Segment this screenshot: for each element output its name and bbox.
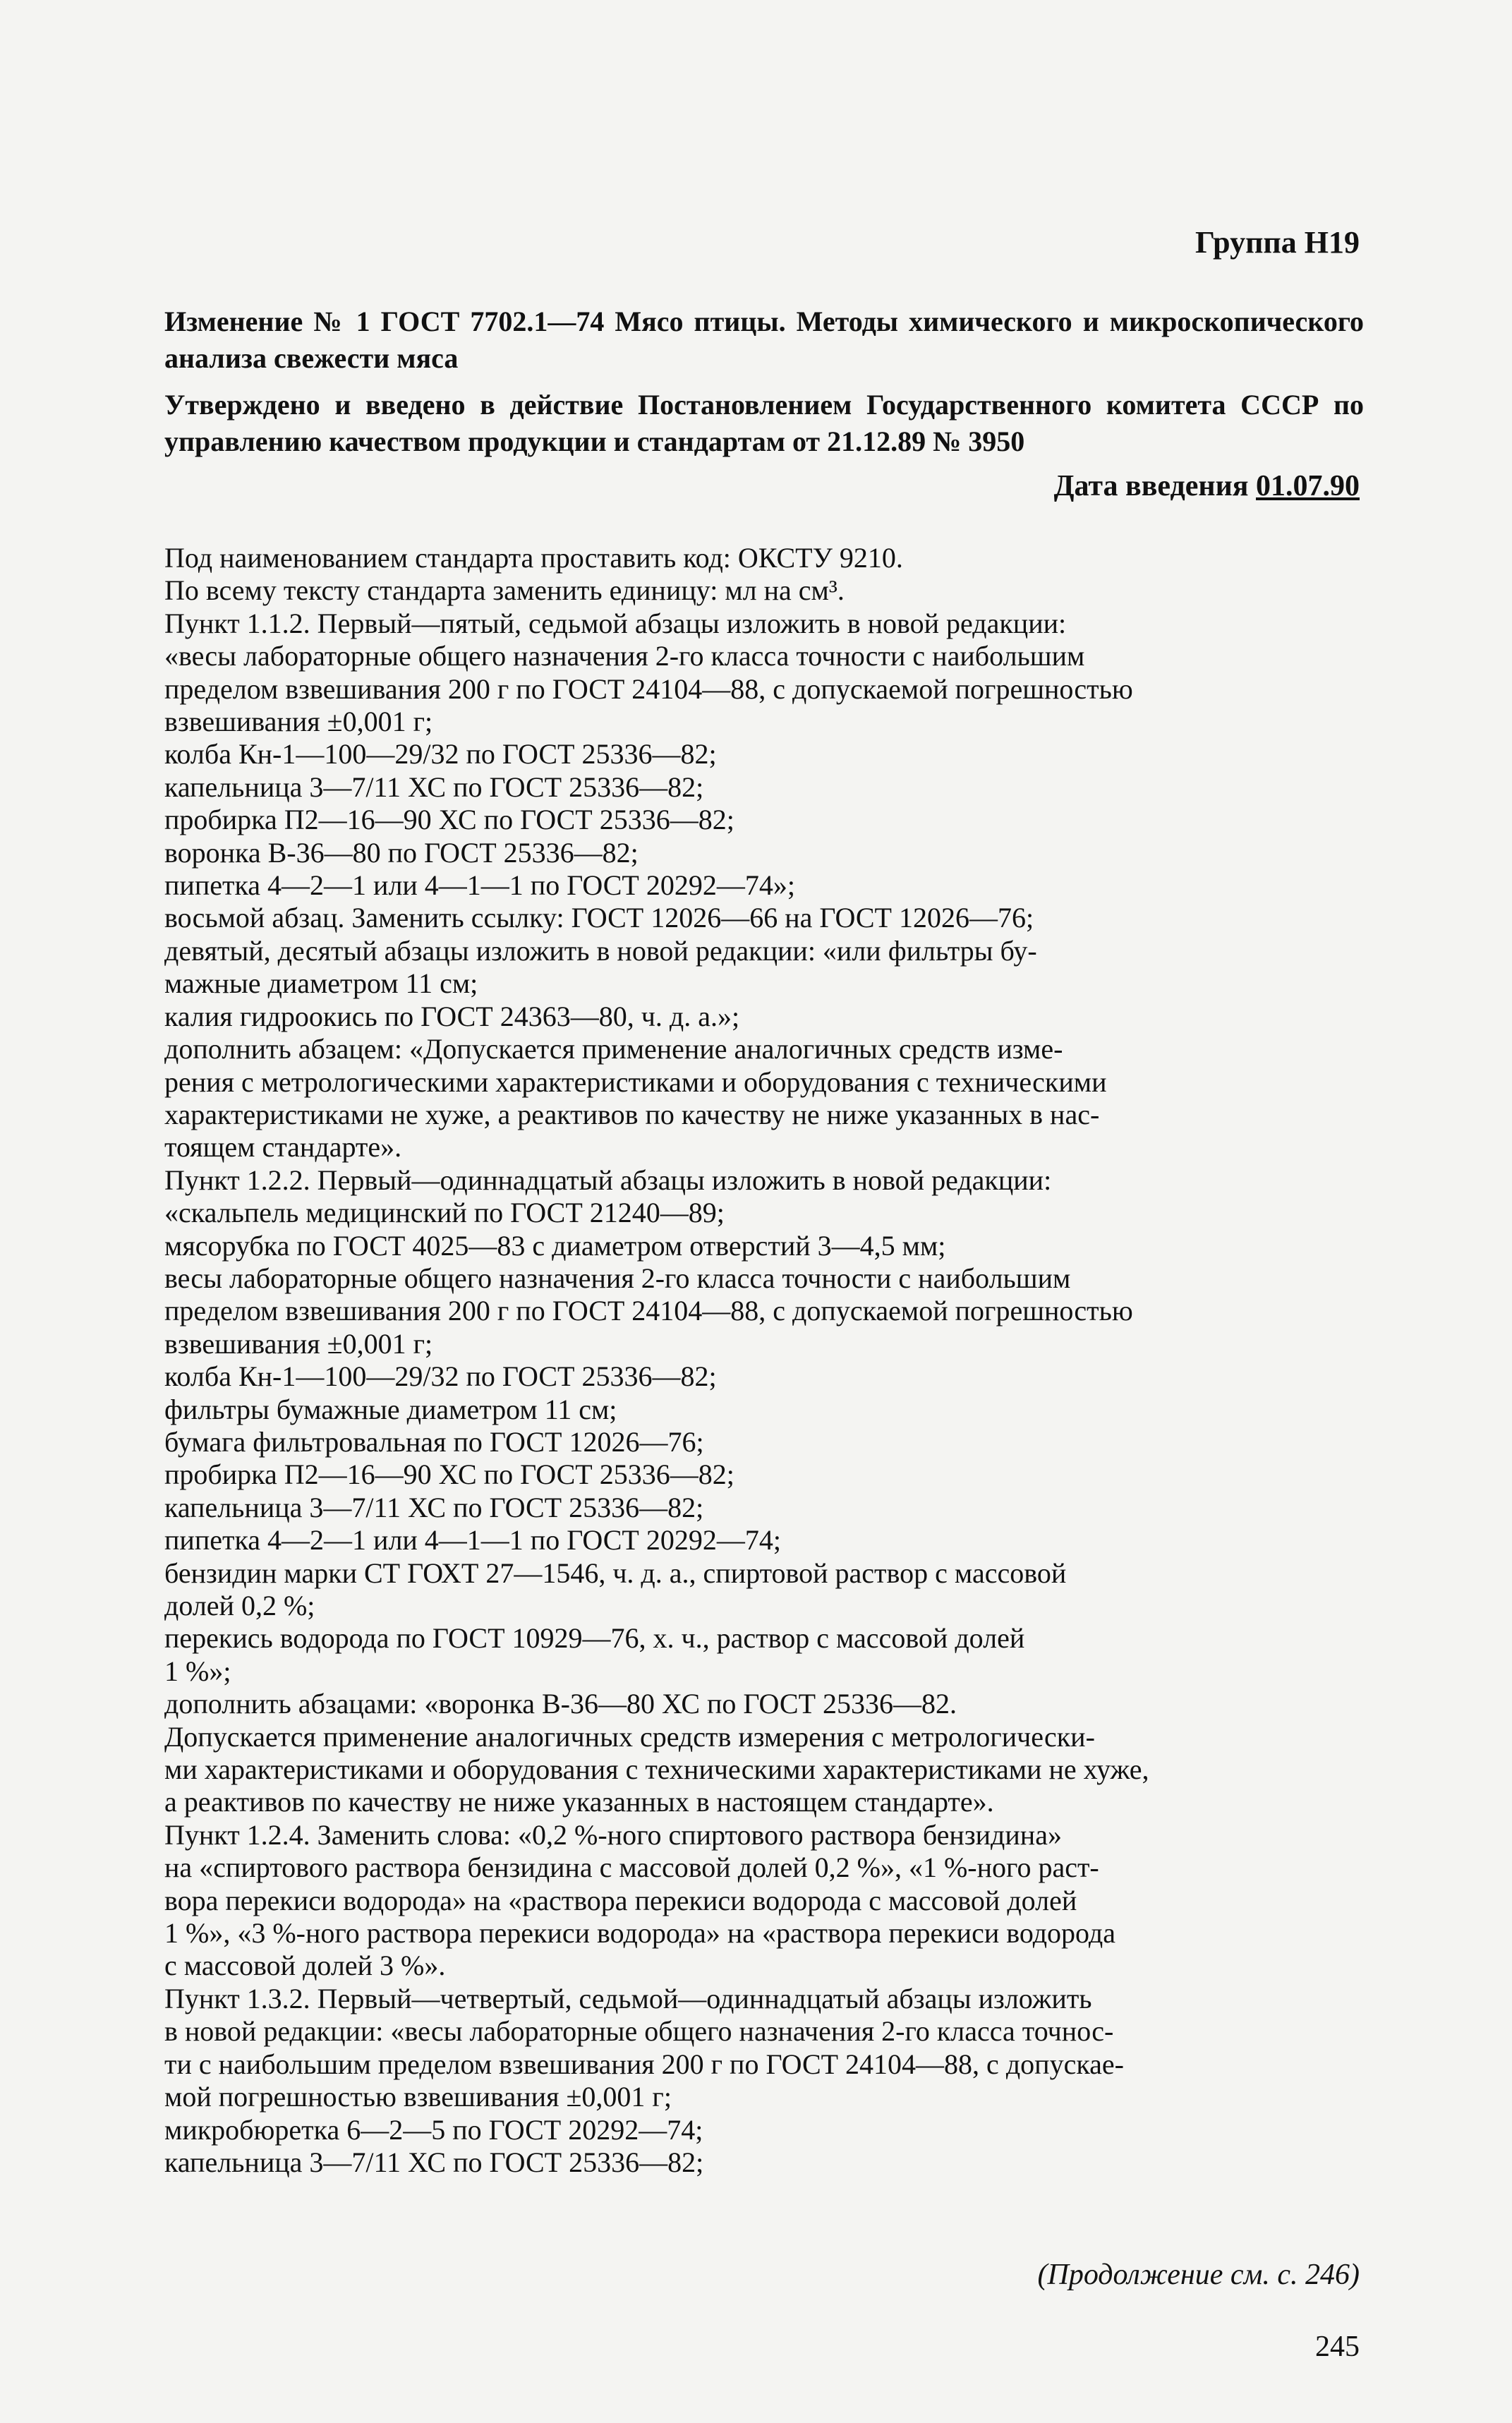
text-line: с массовой долей 3 %». <box>164 1950 446 1982</box>
text-line: пробирка П2—16—90 ХС по ГОСТ 25336—82; <box>164 804 734 836</box>
text-line: По всему тексту стандарта заменить единицу: мл на см³. <box>164 574 845 607</box>
text-line: капельница 3—7/11 ХС по ГОСТ 25336—82; <box>164 1491 704 1523</box>
text-line: на «спиртового раствора бензидина с массовой долей 0,2 %», «1 %-ного раст- <box>164 1851 1099 1884</box>
text-line: девятый, десятый абзацы изложить в новой редакции: «или фильтры бу- <box>164 934 1037 967</box>
text-line: «весы лабораторные общего назначения 2-го класса точности с наибольшим <box>164 640 1085 672</box>
text-line: вора перекиси водорода» на «раствора перекиси водорода с массовой долей <box>164 1884 1077 1916</box>
text-line: Пункт 1.3.2. Первый—четвертый, седьмой—одиннадцатый абзацы изложить <box>164 1982 1092 2014</box>
text-line: калия гидроокись по ГОСТ 24363—80, ч. д. а.»; <box>164 1000 740 1032</box>
text-line: пипетка 4—2—1 или 4—1—1 по ГОСТ 20292—74»; <box>164 869 795 902</box>
text-line: пределом взвешивания 200 г по ГОСТ 24104—88, с допускаемой погрешностью <box>164 1295 1133 1327</box>
text-line: рения с метрологическими характеристиками и оборудования с техническими <box>164 1065 1107 1098</box>
date-label: Дата введения <box>1053 470 1249 502</box>
approval-statement: Утверждено и введено в действие Постановлением Государственного комитета СССР по управлению качеством продукции и стандартам от 21.12.89 № 3950 <box>164 389 1364 457</box>
text-line: долей 0,2 %; <box>164 1590 315 1621</box>
date-value: 01.07.90 <box>1256 470 1360 502</box>
text-line: мой погрешностью взвешивания ±0,001 г; <box>164 2081 672 2113</box>
text-line: Под наименованием стандарта проставить код: ОКСТУ 9210. <box>164 542 903 574</box>
text-line: тоящем стандарте». <box>164 1131 402 1164</box>
text-line: микробюретка 6—2—5 по ГОСТ 20292—74; <box>164 2113 703 2146</box>
body-text <box>164 542 1364 2179</box>
text-line: капельница 3—7/11 ХС по ГОСТ 25336—82; <box>164 2146 704 2178</box>
text-line: дополнить абзацем: «Допускается применение аналогичных средств изме- <box>164 1033 1063 1065</box>
text-line: в новой редакции: «весы лабораторные общего назначения 2-го класса точнос- <box>164 2015 1114 2048</box>
text-line: бензидин марки СТ ГОХТ 27—1546, ч. д. а., спиртовой раствор с массовой <box>164 1557 1067 1589</box>
text-line: взвешивания ±0,001 г; <box>164 706 433 738</box>
page-number: 245 <box>1315 2331 1360 2363</box>
group-code: Группа Н19 <box>1195 225 1360 260</box>
text-line: 1 %», «3 %-ного раствора перекиси водорода» на «раствора перекиси водорода <box>164 1917 1116 1950</box>
continuation-note: (Продолжение см. с. 246) <box>1037 2259 1360 2291</box>
text-line: ти с наибольшим пределом взвешивания 200 г по ГОСТ 24104—88, с допускае- <box>164 2048 1124 2080</box>
text-line: а реактивов по качеству не ниже указанных в настоящем стандарте». <box>164 1786 994 1818</box>
text-line: ми характеристиками и оборудования с техническими характеристиками не хуже, <box>164 1753 1149 1786</box>
text-line: Пункт 1.2.4. Заменить слова: «0,2 %-ного спиртового раствора бензидина» <box>164 1818 1062 1851</box>
effective-date <box>1054 469 1360 503</box>
text-line: «скальпель медицинский по ГОСТ 21240—89; <box>164 1197 725 1229</box>
text-line: дополнить абзацами: «воронка В-36—80 ХС по ГОСТ 25336—82. <box>164 1688 957 1720</box>
text-line: характеристиками не хуже, а реактивов по качеству не ниже указанных в нас- <box>164 1098 1100 1130</box>
text-line: Допускается применение аналогичных средств измерения с метрологически- <box>164 1720 1095 1753</box>
text-line: Пункт 1.2.2. Первый—одиннадцатый абзацы изложить в новой редакции: <box>164 1164 1052 1196</box>
change-title: Изменение № 1 ГОСТ 7702.1—74 Мясо птицы. Методы химического и микроскопического анализа свежести мяса <box>164 306 1364 374</box>
text-line: 1 %»; <box>164 1655 231 1687</box>
text-line: пробирка П2—16—90 ХС по ГОСТ 25336—82; <box>164 1458 734 1491</box>
text-line: воронка В-36—80 по ГОСТ 25336—82; <box>164 836 639 869</box>
text-line: пределом взвешивания 200 г по ГОСТ 24104—88, с допускаемой погрешностью <box>164 672 1133 705</box>
text-line: перекись водорода по ГОСТ 10929—76, х. ч., раствор с массовой долей <box>164 1622 1025 1655</box>
text-line: мясорубка по ГОСТ 4025—83 с диаметром отверстий 3—4,5 мм; <box>164 1229 946 1262</box>
text-line: мажные диаметром 11 см; <box>164 967 478 1000</box>
text-line: колба Кн-1—100—29/32 по ГОСТ 25336—82; <box>164 738 717 771</box>
text-line: весы лабораторные общего назначения 2-го класса точности с наибольшим <box>164 1262 1071 1294</box>
text-line: взвешивания ±0,001 г; <box>164 1327 433 1360</box>
text-line: Пункт 1.1.2. Первый—пятый, седьмой абзацы изложить в новой редакции: <box>164 607 1067 639</box>
text-line: бумага фильтровальная по ГОСТ 12026—76; <box>164 1425 704 1458</box>
text-line: колба Кн-1—100—29/32 по ГОСТ 25336—82; <box>164 1360 717 1393</box>
text-line: фильтры бумажные диаметром 11 см; <box>164 1393 617 1425</box>
text-line: восьмой абзац. Заменить ссылку: ГОСТ 12026—66 на ГОСТ 12026—76; <box>164 902 1034 934</box>
text-line: капельница 3—7/11 ХС по ГОСТ 25336—82; <box>164 771 704 803</box>
text-line: пипетка 4—2—1 или 4—1—1 по ГОСТ 20292—74; <box>164 1524 781 1557</box>
